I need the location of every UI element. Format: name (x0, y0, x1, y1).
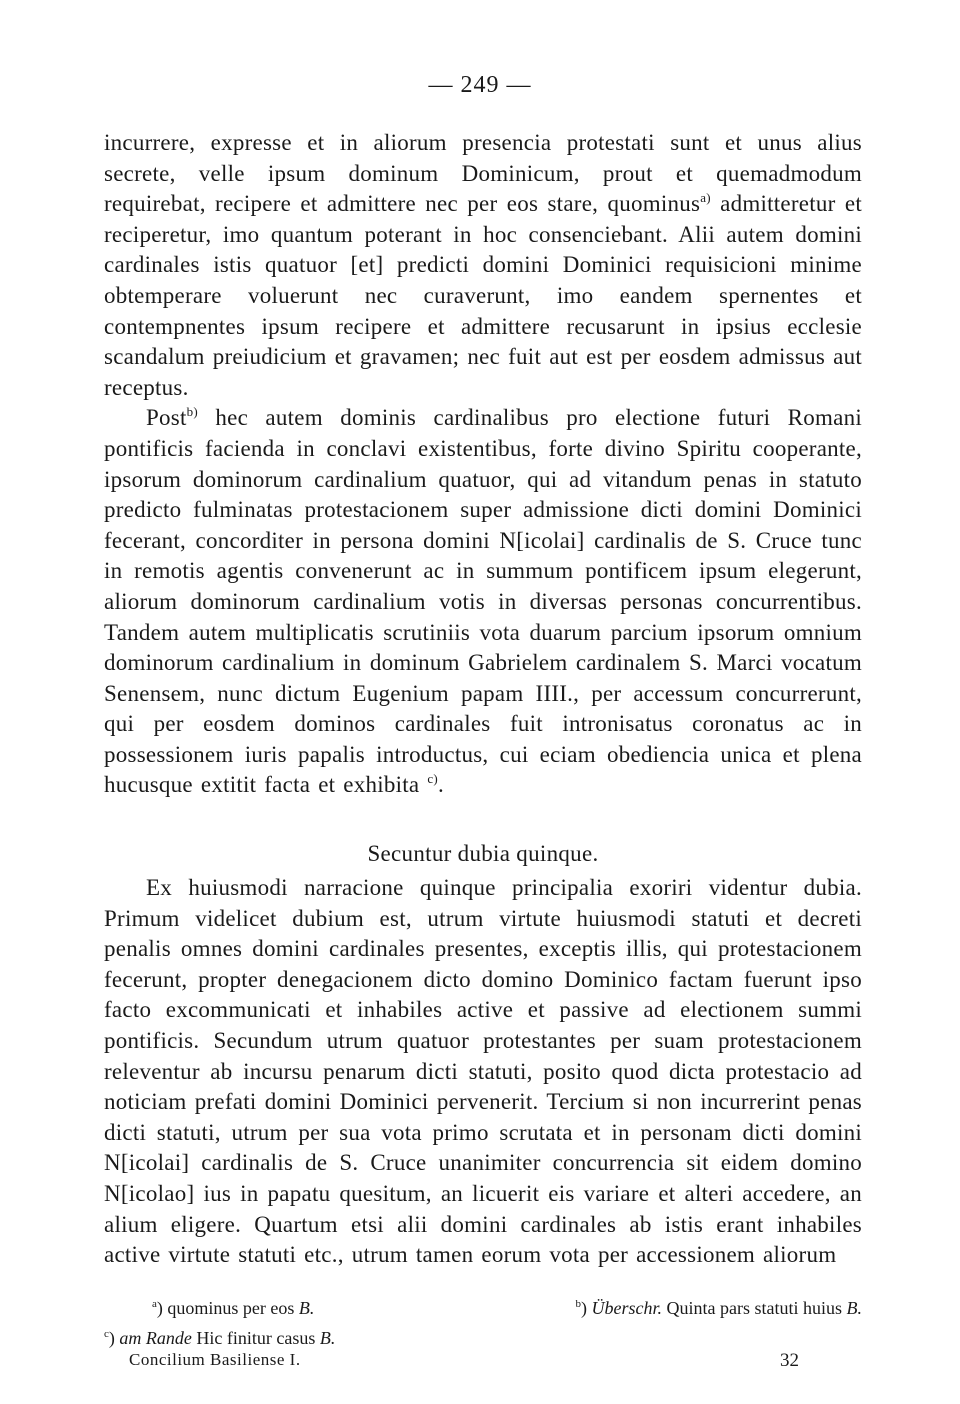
footnotes (104, 1293, 864, 1353)
page-number-header: — 249 — (428, 72, 532, 98)
footnote-b-text-2: Quinta pars statuti huius (662, 1298, 847, 1318)
signature-number: 32 (780, 1350, 799, 1371)
footnote-a-siglum: B. (298, 1298, 315, 1318)
footnote-marker-a: a) (700, 190, 711, 206)
footnote-c (104, 1323, 335, 1353)
footnote-b-mark: b (575, 1298, 582, 1310)
paragraph-3: Ex huiusmodi narracione quinque principalia exoriri videntur dubia. Primum videlicet dubium est, utrum virtute huiusmodi statuti et decreti penalis omnes domini cardinales presentes, exceptis illis, qui protestacionem fecerunt, propter denegacionem dicto domino Dominico factam fuerunt ipso facto excommunicati et inhabiles active et passive ad electionem summi pontificis. Secundum utrum quatuor protestantes per suam protestacionem releventur ab incursu penarum dicti statuti, posito quod dicta protestacio ad noticiam prefati domini Dominici pervenerit. Tercium si non incurrerint penas dicti statuti, utrum per sua vota primo scrutata et in personam dicti domini N[icolai] cardinalis de S. Cruce unanimiter concurrencia sit eidem domino N[icolao] ius in papatu quesitum, an licuerit eis variare et alteri accedere, an alium eligere. Quartum etsi alii domini cardinales ab istis erant inhabiles active virtute statuti etc., utrum tamen eorum vota per accessionem aliorum (104, 875, 862, 1268)
footnote-c-mark: c (104, 1328, 109, 1340)
footnote-b (576, 1293, 862, 1323)
footnote-a (152, 1293, 314, 1323)
footnote-c-italic: am Rande (119, 1328, 192, 1348)
paragraph-1-text-a: incurrere, expresse et in aliorum presencia protestati sunt et unus alius secrete, velle ipsum dominum Dominicum, prout et quemadmodum requirebat, recipere et admittere nec per eos stare, quominus (104, 130, 862, 217)
footnote-c-siglum: B. (319, 1328, 336, 1348)
footnote-b-text-1: ) (581, 1298, 592, 1318)
footnote-c-text-1: ) (108, 1328, 120, 1348)
paragraph-2-text-a: Post (146, 405, 187, 431)
footnote-b-italic: Überschr. (591, 1298, 663, 1318)
section-heading: Secuntur dubia quinque. (367, 841, 599, 867)
signature-line (129, 1350, 799, 1372)
footnote-c-text-2: Hic finitur casus (191, 1328, 320, 1348)
footnote-row-2 (104, 1323, 864, 1353)
paragraph-1-text-b: admitteretur et reciperetur, imo quantum poterant in hoc consenciebant. Alii autem domini cardinales istis quatuor [et] predicti domini Dominici requisicioni minime obtemperare voluerunt nec curaverunt, imo eandem spernentes et contempnentes ipsum recipere et admittere recusarunt in ipsius ecclesie scandalum preiudicium et gravamen; nec fuit aut est per eosdem admissus aut receptus. (104, 191, 862, 400)
footnote-marker-b: b) (186, 404, 198, 420)
footnote-marker-c: c) (427, 771, 438, 787)
footnote-b-siglum: B. (846, 1298, 862, 1318)
main-text (104, 128, 862, 1271)
paragraph-2-text-c: . (438, 772, 444, 798)
paragraph-2-text-b: hec autem dominis cardinalibus pro electione futuri Romani pontificis facienda in conclavi existentibus, forte divino Spiritu cooperante, ipsorum dominorum cardinalium quatuor, qui ad vitandum penas in statuto predicto fulminatas protestacionem super admissione dicti domini Dominici fecerant, concorditer in persona domini N[icolai] cardinalis de S. Cruce tunc in remotis agentis convenerunt ac in summum pontificem ipsum elegerunt, aliorum dominorum cardinalium votis in diversas personas concurrentibus. Tandem autem multiplicatis scrutiniis vota duarum parcium ipsorum omnium dominorum cardinalium in dominum Gabrielem cardinalem S. Marci vocatum Senensem, nunc dictum Eugenium papam IIII., per accessum concurrerunt, qui per eosdem dominos cardinales fuit intronisatus coronatus ac in possessionem iuris papalis introductus, cui eciam obediencia unica et plena hucusque extitit facta et exhibita (104, 405, 862, 798)
footnote-a-mark: a (152, 1298, 157, 1310)
footnote-row-1 (104, 1293, 864, 1323)
footnote-a-text: ) quominus per eos (156, 1298, 299, 1318)
paragraph-1 (104, 128, 862, 403)
signature-label: Concilium Basiliense I. (129, 1350, 301, 1369)
paragraph-2 (104, 403, 862, 801)
